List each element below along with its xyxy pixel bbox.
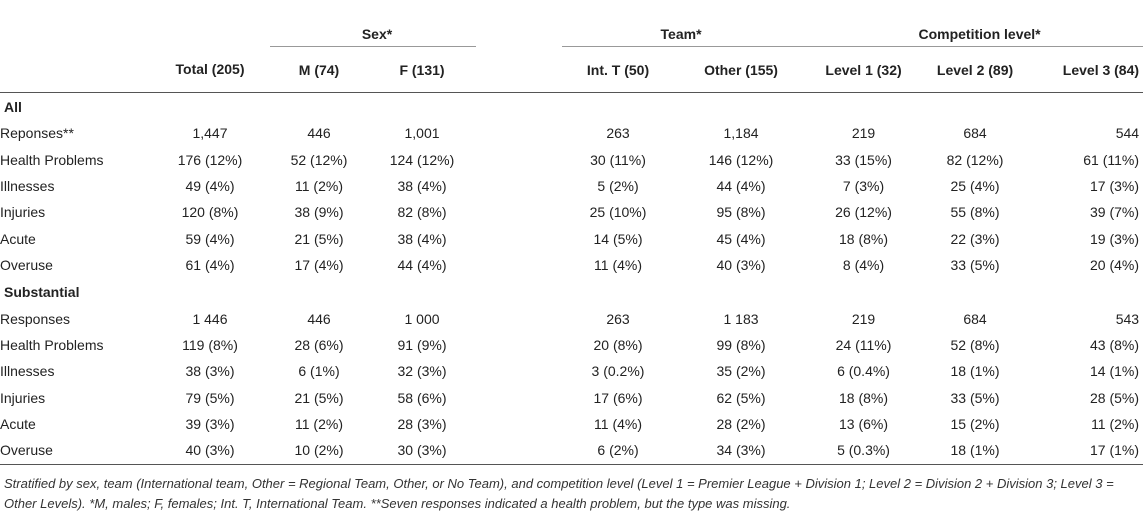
cell-female: 44 (4%): [397, 257, 447, 274]
cell-level1: 24 (11%): [835, 336, 892, 353]
gap-cell: [476, 305, 562, 331]
cell-male: 10 (2%): [270, 437, 368, 464]
cell-male: 446: [307, 125, 331, 142]
gap-cell: [476, 385, 562, 411]
gap-cell: [476, 146, 562, 172]
row-label: Illnesses: [0, 363, 55, 380]
cell-other: 34 (3%): [674, 437, 808, 464]
table-row: [0, 411, 1143, 437]
cell-level3: 11 (2%): [1091, 416, 1140, 433]
gap-cell: [476, 226, 562, 252]
cell-level1: 6 (0.4%): [837, 363, 890, 380]
section-row: [0, 278, 1143, 305]
gap-cell: [476, 332, 562, 358]
cell-female: 28 (3%): [397, 416, 447, 433]
cell-level3: 39 (7%): [1090, 204, 1140, 221]
cell-level2: 684: [963, 125, 987, 142]
cell-male: 446: [307, 310, 331, 327]
table-row: [0, 146, 1143, 172]
cell-level3: 28 (5%): [1090, 389, 1140, 406]
empty-label-header: [0, 47, 150, 93]
cell-female: 58 (6%): [397, 389, 447, 406]
cell-female: 38 (4%): [397, 177, 447, 194]
cell-male: 21 (5%): [294, 230, 344, 247]
cell-int-team: 263: [606, 125, 630, 142]
cell-total: 79 (5%): [185, 389, 235, 406]
cell-other: 146 (12%): [708, 151, 774, 168]
table-row: [0, 358, 1143, 384]
cell-total: 176 (12%): [177, 151, 243, 168]
table-row: [0, 437, 1143, 464]
row-label: Health Problems: [0, 336, 104, 353]
cell-male: 21 (5%): [294, 389, 344, 406]
cell-male: 38 (9%): [294, 204, 344, 221]
row-label: Overuse: [0, 437, 150, 464]
cell-level2: 55 (8%): [950, 204, 1000, 221]
cell-int-team: 25 (10%): [589, 204, 647, 221]
cell-male: 11 (2%): [295, 177, 343, 194]
cell-int-team: 11 (4%): [594, 416, 642, 433]
cell-total: 61 (4%): [185, 257, 235, 274]
cell-female: 38 (4%): [397, 230, 447, 247]
cell-total: 49 (4%): [185, 177, 235, 194]
section-title: All: [4, 98, 22, 115]
cell-other: 1,184: [723, 125, 759, 142]
cell-level1: 13 (6%): [839, 416, 889, 433]
cell-level2: 15 (2%): [950, 416, 1000, 433]
cell-male: 52 (12%): [290, 151, 348, 168]
cell-total: 39 (3%): [185, 416, 235, 433]
cell-total: 1,447: [192, 125, 228, 142]
group-sex: Sex*: [270, 0, 476, 47]
cell-level1: 7 (3%): [842, 177, 885, 194]
cell-level2: 33 (5%): [950, 389, 1000, 406]
cell-level1: 26 (12%): [835, 204, 892, 221]
cell-other: 45 (4%): [716, 230, 766, 247]
cell-level1: 18 (8%): [839, 230, 889, 247]
gap-cell: [476, 411, 562, 437]
cell-int-team: 17 (6%): [593, 389, 643, 406]
cell-int-team: 263: [606, 310, 630, 327]
cell-other: 62 (5%): [716, 389, 766, 406]
col-int-team: Int. T (50): [562, 47, 674, 93]
cell-other: 40 (3%): [716, 257, 766, 274]
cell-level3: 14 (1%): [1090, 363, 1140, 380]
col-level1: Level 1 (32): [808, 47, 919, 93]
cell-other: 28 (2%): [716, 416, 766, 433]
col-female: F (131): [368, 47, 476, 93]
table-row: [0, 305, 1143, 331]
cell-level1: 219: [851, 125, 876, 142]
gap-cell: [476, 199, 562, 225]
group-competition-level: Competition level*: [808, 0, 1143, 47]
cell-other: 44 (4%): [716, 177, 766, 194]
cell-total: 119 (8%): [182, 336, 238, 353]
cell-level1: 8 (4%): [842, 257, 885, 274]
row-label: Overuse: [0, 257, 53, 274]
col-other: Other (155): [674, 47, 808, 93]
footnote-text: Stratified by sex, team (International team, Other = Regional Team, Other, or No Team), and competition level (Level 1 = Premier League + Division 1; Level 2 = Division 2 + Division 3; Level 3 = Other Levels). *M, males; F, females; Int. T, International Team. **Seven responses indicated a health problem, but the type was missing.: [4, 476, 1114, 511]
cell-total: 38 (3%): [185, 363, 235, 380]
section-title: Substantial: [4, 283, 80, 300]
cell-female: 1 000: [404, 310, 440, 327]
table-row: [0, 385, 1143, 411]
cell-level3: 543: [1115, 310, 1140, 327]
cell-level1: 5 (0.3%): [808, 437, 919, 464]
cell-other: 95 (8%): [716, 204, 766, 221]
cell-level3: 17 (1%): [1031, 437, 1143, 464]
cell-other: 99 (8%): [716, 336, 766, 353]
cell-level2: 33 (5%): [950, 257, 1000, 274]
col-level2: Level 2 (89): [919, 47, 1031, 93]
table-row: [0, 252, 1143, 278]
cell-int-team: 5 (2%): [597, 177, 639, 194]
row-label: Acute: [0, 416, 36, 433]
cell-level1: 18 (8%): [839, 389, 889, 406]
cell-male: 28 (6%): [294, 336, 344, 353]
group-gap: [476, 0, 562, 47]
row-label: Health Problems: [0, 151, 104, 168]
cell-level1: 219: [851, 310, 876, 327]
gap-cell: [476, 437, 562, 464]
group-team: Team*: [562, 0, 808, 47]
cell-total: 40 (3%): [150, 437, 270, 464]
cell-level3: 61 (11%): [1083, 151, 1140, 168]
table-footnote: [4, 474, 1139, 514]
table-row: [0, 226, 1143, 252]
cell-female: 1,001: [404, 125, 440, 142]
cell-female: 91 (9%): [397, 336, 447, 353]
table-row: [0, 199, 1143, 225]
section-row: [0, 93, 1143, 121]
cell-total: 1 446: [192, 310, 228, 327]
cell-female: 82 (8%): [397, 204, 447, 221]
cell-level2: 18 (1%): [950, 363, 1000, 380]
cell-level2: 25 (4%): [950, 177, 1000, 194]
cell-female: 124 (12%): [389, 151, 455, 168]
table-row: [0, 173, 1143, 199]
cell-level3: 19 (3%): [1090, 230, 1140, 247]
gap-cell: [476, 120, 562, 146]
group-header-row: [0, 0, 1143, 47]
row-label: Responses: [0, 310, 71, 327]
gap-cell: [476, 358, 562, 384]
cell-male: 17 (4%): [294, 257, 344, 274]
empty-corner: [0, 0, 150, 47]
cell-total: 59 (4%): [185, 230, 235, 247]
cell-level3: 43 (8%): [1090, 336, 1140, 353]
col-total: Total (205): [150, 47, 270, 93]
row-label: Acute: [0, 230, 36, 247]
cell-female: 32 (3%): [397, 363, 447, 380]
table-row: [0, 332, 1143, 358]
cell-female: 30 (3%): [368, 437, 476, 464]
cell-int-team: 14 (5%): [593, 230, 643, 247]
cell-int-team: 30 (11%): [590, 151, 646, 168]
cell-int-team: 11 (4%): [594, 257, 642, 274]
gap-cell: [476, 252, 562, 278]
row-label: Injuries: [0, 389, 46, 406]
col-level3: Level 3 (84): [1031, 47, 1143, 93]
cell-level2: 22 (3%): [950, 230, 1000, 247]
cell-level3: 17 (3%): [1090, 177, 1140, 194]
cell-int-team: 20 (8%): [593, 336, 643, 353]
gap-cell: [476, 173, 562, 199]
row-label: Illnesses: [0, 177, 55, 194]
cell-int-team: 3 (0.2%): [591, 363, 645, 380]
cell-male: 6 (1%): [298, 363, 340, 380]
cell-level2: 52 (8%): [950, 336, 1000, 353]
col-gap: [476, 47, 562, 93]
cell-level3: 20 (4%): [1090, 257, 1140, 274]
cell-other: 1 183: [723, 310, 759, 327]
cell-level2: 18 (1%): [919, 437, 1031, 464]
cell-male: 11 (2%): [295, 416, 343, 433]
empty-total-group: [150, 0, 270, 47]
row-label: Reponses**: [0, 125, 74, 142]
cell-int-team: 6 (2%): [562, 437, 674, 464]
cell-level3: 544: [1115, 125, 1140, 142]
cell-other: 35 (2%): [716, 363, 766, 380]
col-male: M (74): [270, 47, 368, 93]
cell-level1: 33 (15%): [835, 151, 892, 168]
cell-total: 120 (8%): [181, 204, 239, 221]
table-row: [0, 120, 1143, 146]
cell-level2: 684: [963, 310, 987, 327]
cell-level2: 82 (12%): [946, 151, 1004, 168]
column-header-row: [0, 47, 1143, 93]
row-label: Injuries: [0, 204, 46, 221]
